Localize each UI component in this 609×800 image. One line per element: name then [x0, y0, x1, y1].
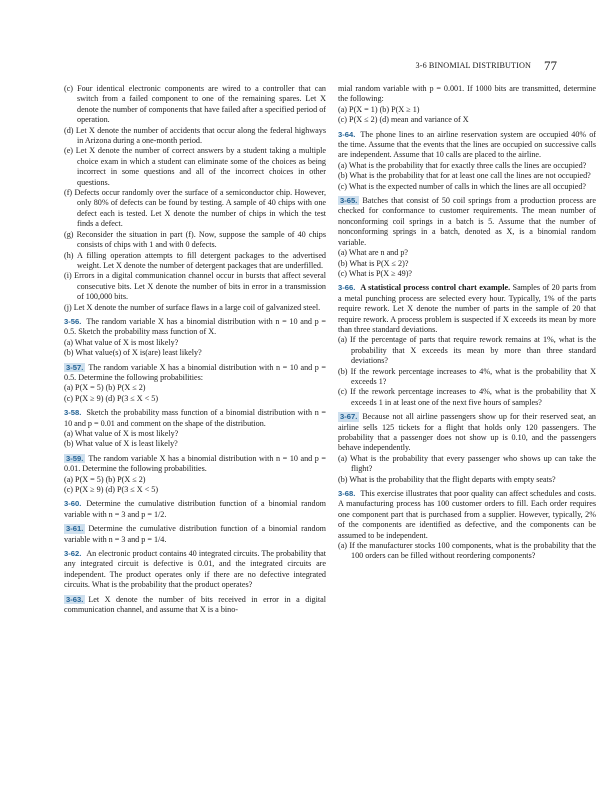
exercise-text: Batches that consist of 50 coil springs from a production process are checked for conformance to customer requirements. The mean number of nonconforming coil springs in a batch is 5. Assume that the number of nonconforming springs in a batch, denoted as X, is a binomial random variable.: [338, 196, 596, 247]
exercise-number: 3-59.: [66, 453, 84, 463]
exercise-part: (a) If the percentage of parts that require rework remains at 1%, what is the probability that X exceeds its mean by more than three standard deviations?: [338, 335, 596, 366]
page-number: 77: [544, 58, 557, 73]
item-j: (j) Let X denote the number of surface flaws in a large coil of galvanized steel.: [64, 302, 321, 312]
exercise-3-67: [338, 412, 596, 485]
item-h: (h) A filling operation attempts to fill detergent packages to the advertised weight. Let X denote the number of detergent packages that are underfilled.: [64, 250, 326, 270]
exercise-part: (a) P(X = 5) (b) P(X ≤ 2): [64, 383, 146, 393]
exercise-text: mial random variable with p = 0.001. If 1000 bits are transmitted, determine the following:: [338, 84, 596, 104]
exercise-text: Sketch the probability mass function of a binomial distribution with n = 10 and p = 0.01 and comment on the shape of the distribution.: [64, 408, 326, 428]
item-e: (e) Let X denote the number of correct answers by a student taking a multiple choice exam in which a student can eliminate some of the choices as being incorrect in some questions and all of the incorrect choices in other questions.: [64, 146, 326, 187]
exercise-part: (a) If the manufacturer stocks 100 components, what is the probability that the 100 orders can be filled without reordering components?: [338, 541, 596, 561]
exercise-part: (c) What is the expected number of calls in which the lines are all occupied?: [338, 181, 587, 191]
exercise-part: (b) What value of X is least likely?: [64, 439, 178, 449]
exercise-lead: A statistical process control chart example.: [360, 283, 511, 293]
exercise-part: (c) P(X ≥ 9) (d) P(3 ≤ X < 5): [64, 393, 159, 403]
exercise-number: 3-66.: [338, 283, 356, 293]
exercise-number: 3-60.: [64, 499, 82, 509]
exercise-text: An electronic product contains 40 integrated circuits. The probability that any integrated circuit is defective is 0.01, and the integrated circuits are independent. The product operates only if there are no defective integrated circuits. What is the probability that the product operates?: [64, 549, 326, 590]
exercise-3-58: [64, 408, 326, 450]
left-column: [64, 84, 326, 616]
exercise-part: (a) P(X = 1) (b) P(X ≥ 1): [338, 104, 420, 114]
exercise-part: (b) If the rework percentage increases to 4%, what is the probability that X exceeds 1?: [338, 366, 596, 386]
exercise-part: (c) If the rework percentage increases to 4%, what is the probability that X exceeds 1 in at least one of the next five hours of samples?: [338, 387, 596, 407]
item-f: (f) Defects occur randomly over the surface of a semiconductor chip. However, only 80% of defects can be found by testing. A sample of 40 chips with one defect each is tested. Let X denote the number of chips in which the test finds a defect.: [64, 188, 326, 229]
exercise-3-66: [338, 283, 596, 408]
exercise-part: (a) What is the probability that every passenger who shows up can take the flight?: [338, 453, 596, 474]
exercise-number: 3-56.: [64, 316, 82, 326]
exercise-number: 3-68.: [338, 489, 356, 499]
exercise-text: Samples of 20 parts from a metal punching process are selected every hour. Typically, 1% of the parts require rework. Let X denote the number of parts in the sample of 20 that require rework. A process problem is suspected if X exceeds its mean by more than three standard deviations.: [338, 283, 597, 334]
exercise-3-60: [64, 499, 326, 520]
exercise-part: (b) What value(s) of X is(are) least likely?: [64, 348, 202, 358]
exercise-part: (c) P(X ≥ 9) (d) P(3 ≤ X < 5): [64, 485, 159, 495]
exercise-3-62: [64, 549, 326, 591]
exercise-3-68: [338, 489, 596, 562]
exercise-number: 3-58.: [64, 408, 82, 418]
exercise-3-64: [338, 130, 596, 192]
item-g: (g) Reconsider the situation in part (f). Now, suppose the sample of 40 chips consists of chips with 1 and with 0 defects.: [64, 229, 326, 250]
right-column: [338, 84, 596, 562]
exercise-3-59: [64, 454, 326, 496]
exercise-number: 3-65.: [340, 196, 358, 206]
exercise-part: (b) What is P(X ≤ 2)?: [338, 258, 409, 268]
exercise-text: The phone lines to an airline reservation system are occupied 40% of the time. Assume that the events that the lines are occupied on successive calls are independent. Assume that 10 calls are placed to the airline.: [338, 129, 596, 160]
exercise-text: Because not all airline passengers show up for their reserved seat, an airline sells 125 tickets for a flight that holds only 120 passengers. The probability that a passenger does not show up is 0.10, and the passengers behave independently.: [338, 412, 596, 453]
running-title: 3-6 BINOMIAL DISTRIBUTION: [415, 61, 531, 70]
exercise-3-61: [64, 524, 326, 545]
exercise-3-63-continued: [338, 84, 596, 126]
item-d: (d) Let X denote the number of accidents that occur along the federal highways in Arizona during a one-month period.: [64, 125, 326, 146]
exercise-3-56: [64, 317, 326, 359]
running-head: [0, 58, 609, 74]
exercise-part: (b) What is the probability that for at least one call the lines are not occupied?: [338, 171, 591, 181]
exercise-part: (c) P(X ≤ 2) (d) mean and variance of X: [338, 115, 469, 125]
exercise-text: The random variable X has a binomial distribution with n = 10 and p = 0.5. Sketch the probability mass function of X.: [64, 316, 326, 337]
exercise-number: 3-64.: [338, 129, 356, 139]
exercise-number: 3-57.: [66, 362, 84, 372]
exercise-number: 3-62.: [64, 549, 82, 559]
exercise-text: Determine the cumulative distribution function of a binomial random variable with n = 3 and p = 1/4.: [64, 524, 326, 544]
exercise-part: (a) What value of X is most likely?: [64, 429, 179, 438]
exercise-part: (a) What are n and p?: [338, 248, 409, 258]
exercise-text: Determine the cumulative distribution function of a binomial random variable with n = 3 and p = 1/2.: [64, 499, 326, 519]
exercise-number: 3-63.: [66, 594, 84, 604]
exercise-part: (a) P(X = 5) (b) P(X ≤ 2): [64, 474, 146, 484]
exercise-part: (b) What is the probability that the flight departs with empty seats?: [338, 474, 556, 484]
exercise-part: (a) What is the probability that for exactly three calls the lines are occupied?: [338, 160, 587, 170]
exercise-part: (c) What is P(X ≥ 49)?: [338, 268, 413, 278]
exercise-text: This exercise illustrates that poor quality can affect schedules and costs. A manufacturing process has 100 customer orders to fill. Each order requires one component part that is purchased from a supplier. However, typically, 2% of the components are identified as defective, and the components can be assumed to be independent.: [338, 489, 596, 540]
exercise-text: The random variable X has a binomial distribution with n = 10 and p = 0.5. Determine the following probabilities:: [64, 362, 326, 382]
exercise-3-63: [64, 595, 326, 616]
item-c: (c) Four identical electronic components are wired to a controller that can switch from a failed component to one of the remaining spares. Let X denote the number of components that have failed after a specified period of operation.: [64, 84, 326, 125]
exercise-number: 3-61.: [66, 524, 84, 534]
exercise-3-57: [64, 363, 326, 405]
exercise-part: (a) What value of X is most likely?: [64, 337, 179, 347]
item-i: (i) Errors in a digital communication channel occur in bursts that affect several consecutive bits. Let X denote the number of bits in error in a transmission of 100,000 bits.: [64, 271, 326, 302]
exercise-number: 3-67.: [340, 412, 358, 422]
exercise-text: Let X denote the number of bits received in error in a digital communication channel, and assume that X is a bino-: [64, 594, 326, 615]
exercise-text: The random variable X has a binomial distribution with n = 10 and p = 0.01. Determine the following probabilities.: [64, 453, 326, 474]
exercise-3-65: [338, 196, 596, 279]
